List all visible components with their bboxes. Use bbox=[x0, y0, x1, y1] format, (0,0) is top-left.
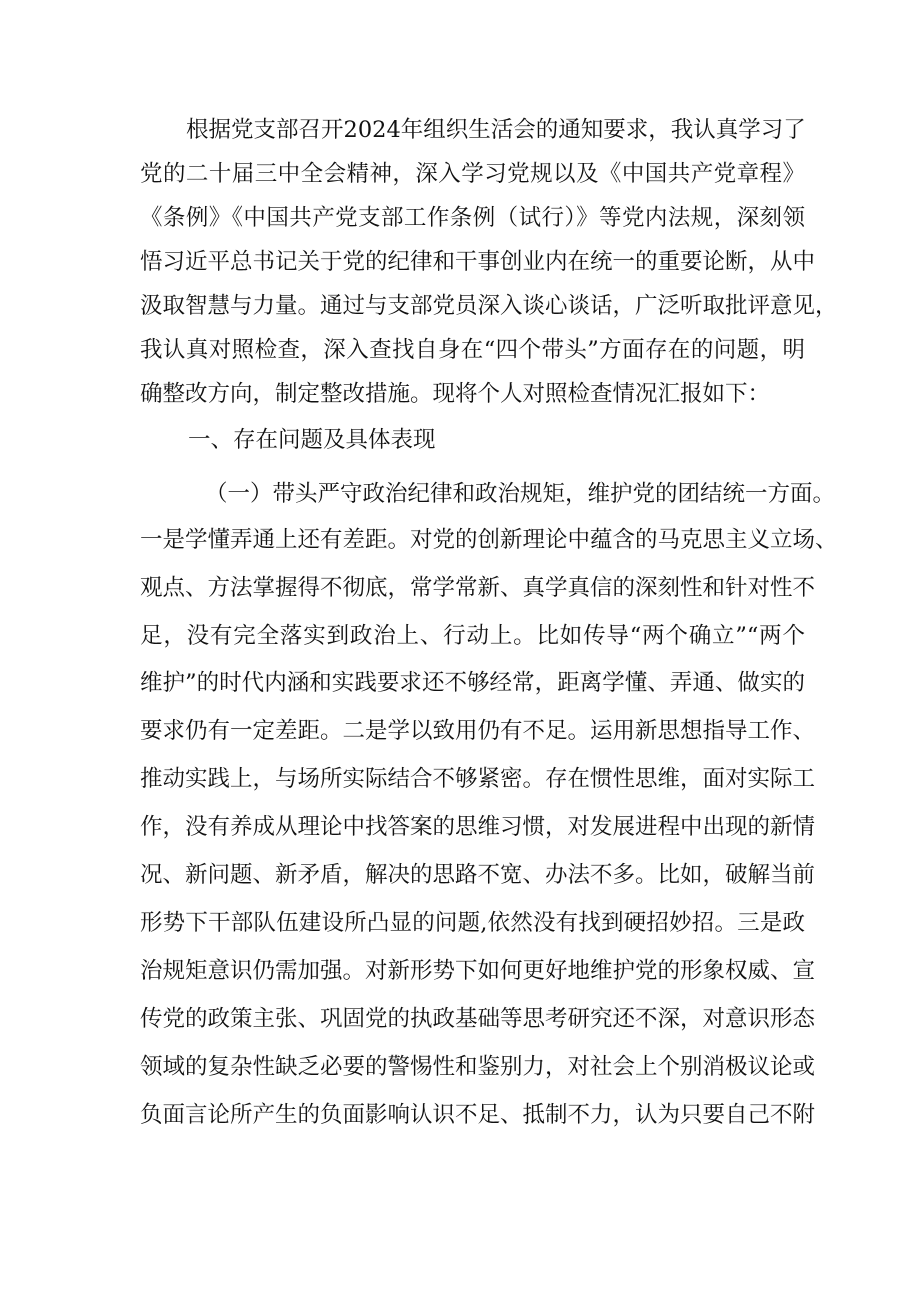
intro-line-1: 根据党支部召开2024年组织生活会的通知要求，我认真学习了 bbox=[186, 117, 806, 143]
body-line-9: 形势下干部队伍建设所凸显的问题,依然没有找到硬招妙招。三是政 bbox=[140, 910, 805, 936]
body-line-12: 领域的复杂性缺乏必要的警惕性和鉴别力，对社会上个别消极议论或 bbox=[140, 1054, 816, 1080]
body-line-6: 推动实践上，与场所实际结合不够紧密。存在惯性思维，面对实际工 bbox=[140, 766, 816, 792]
body-line-4: 维护”的时代内涵和实践要求还不够经常，距离学懂、弄通、做实的 bbox=[140, 670, 805, 696]
body-line-5: 要求仍有一定差距。二是学以致用仍有不足。运用新思想指导工作、 bbox=[140, 718, 816, 744]
intro-line-5: 汲取智慧与力量。通过与支部党员深入谈心谈话，广泛听取批评意见， bbox=[140, 293, 838, 319]
intro-line-7: 确整改方向，制定整改措施。现将个人对照检查情况汇报如下： bbox=[140, 381, 771, 407]
body-line-3: 足，没有完全落实到政治上、行动上。比如传导“两个确立”“两个 bbox=[140, 623, 805, 649]
intro-line-3: 《条例》《中国共产党支部工作条例（试行）》等党内法规，深刻领 bbox=[140, 205, 805, 231]
subsection-heading: （一）带头严守政治纪律和政治规矩，维护党的团结统一方面。 bbox=[205, 481, 836, 507]
body-line-1: 一是学懂弄通上还有差距。对党的创新理论中蕴含的马克思主义立场、 bbox=[140, 527, 838, 553]
intro-line-6: 我认真对照检查，深入查找自身在“四个带头”方面存在的问题，明 bbox=[140, 337, 805, 363]
body-line-8: 况、新问题、新矛盾，解决的思路不宽、办法不多。比如，破解当前 bbox=[140, 862, 816, 888]
body-line-11: 传党的政策主张、巩固党的执政基础等思考研究还不深，对意识形态 bbox=[140, 1006, 816, 1032]
body-line-2: 观点、方法掌握得不彻底，常学常新、真学真信的深刻性和针对性不 bbox=[140, 575, 816, 601]
section-heading: 一、存在问题及具体表现 bbox=[188, 427, 436, 453]
body-line-10: 治规矩意识仍需加强。对新形势下如何更好地维护党的形象权威、宣 bbox=[140, 958, 816, 984]
intro-line-4: 悟习近平总书记关于党的纪律和干事创业内在统一的重要论断，从中 bbox=[140, 249, 816, 275]
body-line-7: 作，没有养成从理论中找答案的思维习惯，对发展进程中出现的新情 bbox=[140, 814, 816, 840]
body-line-13: 负面言论所产生的负面影响认识不足、抵制不力，认为只要自己不附 bbox=[140, 1102, 816, 1128]
intro-line-2: 党的二十届三中全会精神，深入学习党规以及《中国共产党章程》 bbox=[140, 161, 805, 187]
